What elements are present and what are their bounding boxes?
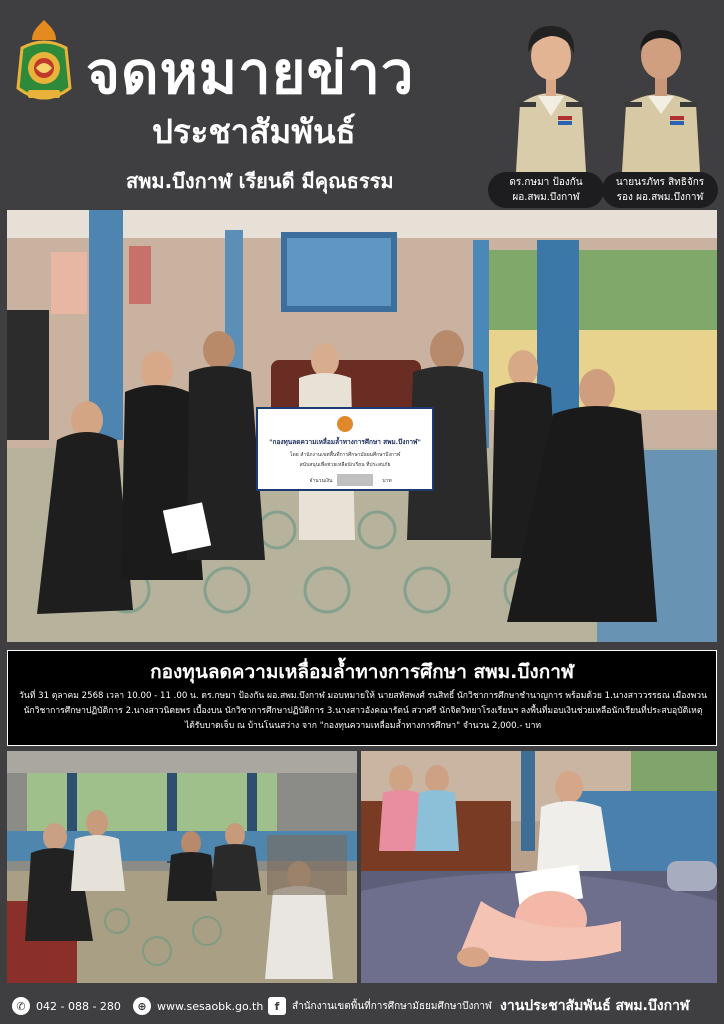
left-photo-scene	[7, 751, 357, 983]
footer-phone-text: 042 - 088 - 280	[36, 999, 121, 1013]
globe-icon: ⊕	[133, 997, 151, 1015]
home-visit-photo-right	[361, 751, 717, 983]
footer-website-text: www.sesaobk.go.th	[157, 999, 264, 1013]
footer-website[interactable]	[133, 996, 263, 1016]
signboard-amount-label: จำนวนเงิน	[309, 478, 333, 484]
news-headline: กองทุนลดความเหลื่อมล้ำทางการศึกษา สพม.บึงกาฬ	[150, 661, 574, 683]
news-body-line: นักวิชาการศึกษาปฏิบัติการ 2.นางสาวนิตยพร เบื้องบน นักวิชาการศึกษาปฏิบัติการ 3.นางสาวอังคณารัตน์ สวาศรี นักจิตวิทยาโรงเรียนฯ ลงพื้นที่มอบเงินช่วยเหลือนักเรียนที่ประสบอุบัติเหตุ	[23, 706, 703, 716]
director-position: ผอ.สพม.บึงกาฬ	[512, 192, 580, 203]
main-photo-scene	[7, 210, 717, 642]
facebook-icon: f	[268, 997, 286, 1015]
footer-facebook-text: สำนักงานเขตพื้นที่การศึกษามัธยมศึกษาบึงกาฬ	[292, 1000, 492, 1012]
deputy-director-portrait	[608, 12, 714, 172]
newsletter-title: จดหมายข่าว	[86, 39, 415, 107]
main-event-photo	[7, 210, 717, 642]
director-portrait	[498, 12, 604, 172]
header	[0, 0, 724, 205]
signboard-line-2: สนับสนุนเพื่อช่วยเหลือนักเรียน ที่ประสบภัย	[299, 462, 391, 468]
footer-pr-label: งานประชาสัมพันธ์ สพม.บึงกาฬ	[500, 998, 690, 1014]
footer-facebook[interactable]	[268, 996, 492, 1016]
deputy-director-position: รอง ผอ.สพม.บึงกาฬ	[616, 192, 704, 203]
right-photo-scene	[361, 751, 717, 983]
signboard-amount-unit: บาท	[382, 478, 392, 484]
news-body-line: ได้รับบาดเจ็บ ณ บ้านโนนสว่าง จาก "กองทุนความเหลื่อมล้ำทางการศึกษา" จำนวน 2,000.- บาท	[184, 721, 542, 731]
footer-phone[interactable]	[12, 996, 121, 1016]
deputy-director-name-tag	[602, 172, 718, 208]
director-name: ดร.กษมา ป้องกัน	[509, 177, 583, 188]
newsletter-subtitle: ประชาสัมพันธ์	[152, 112, 356, 151]
news-body	[18, 689, 708, 734]
news-body-line: วันที่ 31 ตุลาคม 2568 เวลา 10.00 - 11 .00 น. ดร.กษมา ป้องกัน ผอ.สพม.บึงกาฬ มอบหมายให้ นายสหัสพงศ์ รนสิทธิ์ นักวิชาการศึกษาชำนาญการ พร้อมด้วย 1.นางสาววรรธณ เมืองพวน	[19, 691, 707, 701]
office-motto: สพม.บึงกาฬ เรียนดี มีคุณธรรม	[126, 169, 394, 193]
obec-emblem-logo	[12, 18, 76, 106]
signboard-line-1: โดย สำนักงานเขตพื้นที่การศึกษามัธยมศึกษาบึงกาฬ	[289, 452, 401, 458]
footer	[0, 988, 724, 1024]
home-visit-photo-left	[7, 751, 357, 983]
phone-icon: ✆	[12, 997, 30, 1015]
director-name-tag	[488, 172, 604, 208]
news-article-box	[7, 650, 717, 746]
deputy-director-name: นายนรภัทร สิทธิจักร	[615, 177, 705, 188]
signboard-title: "กองทุนลดความเหลื่อมล้ำทางการศึกษา สพม.บึงกาฬ"	[269, 438, 421, 446]
